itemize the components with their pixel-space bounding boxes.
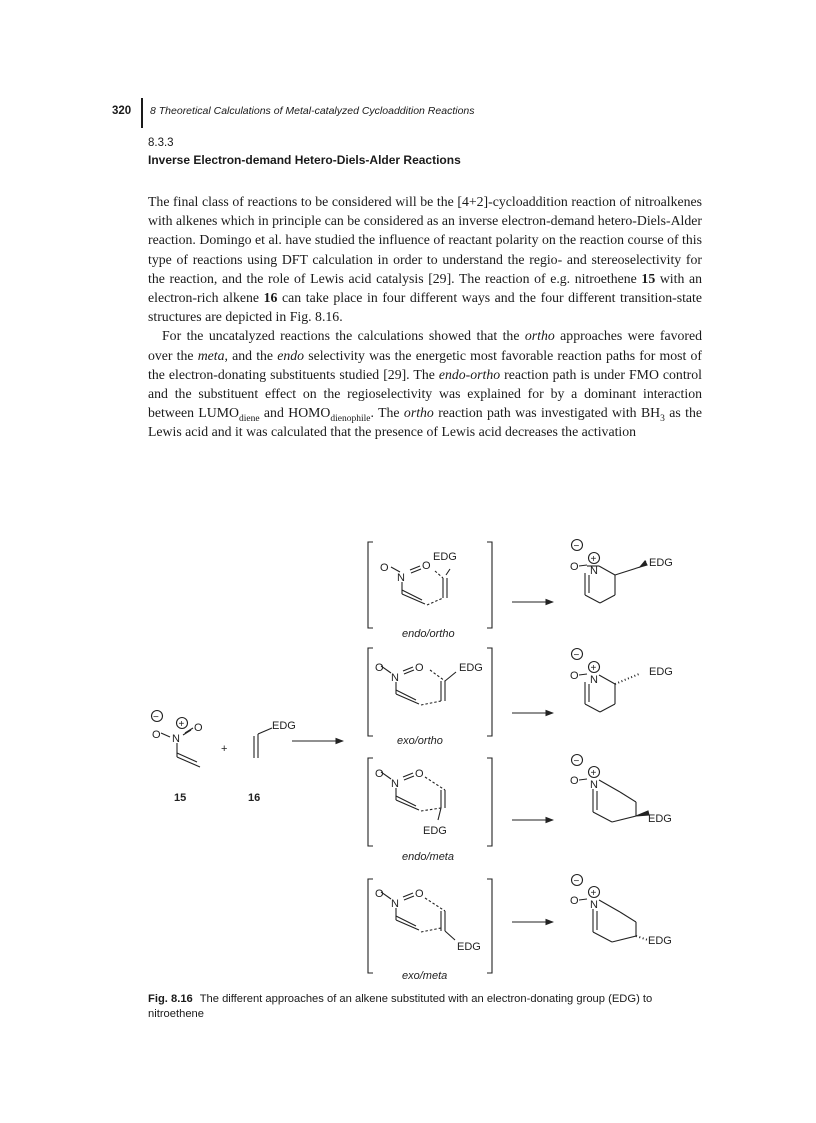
section-number: 8.3.3 bbox=[148, 137, 174, 149]
ts1-edg: EDG bbox=[433, 551, 457, 563]
svg-text:O: O bbox=[375, 768, 384, 780]
svg-text:O: O bbox=[570, 895, 579, 907]
text-run: endo-ortho bbox=[438, 366, 501, 382]
product2-edg: EDG bbox=[649, 666, 673, 678]
svg-text:O: O bbox=[570, 775, 579, 787]
svg-text:+: + bbox=[590, 663, 597, 674]
compound-label-16: 16 bbox=[248, 792, 261, 804]
svg-text:N: N bbox=[590, 779, 598, 791]
page-number: 320 bbox=[112, 105, 132, 117]
svg-text:O: O bbox=[375, 662, 384, 674]
ts-endo-ortho bbox=[368, 542, 492, 628]
alkene-structure bbox=[254, 728, 272, 758]
svg-text:−: − bbox=[573, 650, 580, 661]
plus-sign: + bbox=[221, 743, 228, 755]
svg-text:N: N bbox=[590, 674, 598, 686]
figure-caption-text: The different approaches of an alkene substituted with an electron-donating group (EDG) to nitroethene bbox=[148, 993, 653, 1020]
svg-text:O: O bbox=[570, 670, 579, 682]
reactant-o-minus: O bbox=[152, 729, 161, 741]
svg-text:N: N bbox=[391, 672, 399, 684]
header-rule bbox=[141, 98, 143, 128]
text-run: reaction path was investigated with BH bbox=[433, 405, 661, 421]
figure-label: Fig. 8.16 bbox=[148, 993, 193, 1005]
reactant-n-atom: N bbox=[172, 733, 180, 745]
svg-text:N: N bbox=[391, 898, 399, 910]
svg-text:−: − bbox=[573, 541, 580, 552]
reactant-edg: EDG bbox=[272, 720, 296, 732]
svg-text:O: O bbox=[415, 888, 424, 900]
text-run: selectivity was the energetic most favorable reaction paths for most of the electron-donating substituents studied [29]. The bbox=[148, 347, 702, 382]
text-run: can take place in four different ways and the four different transition-state structures are depicted in Fig. 8.16. bbox=[148, 290, 703, 325]
svg-text:−: − bbox=[573, 876, 580, 887]
text-run: ortho bbox=[403, 405, 434, 421]
reactant-o-atom: O bbox=[194, 722, 203, 734]
running-title: 8 Theoretical Calculations of Metal-catalyzed Cycloaddition Reactions bbox=[150, 105, 475, 117]
reaction-scheme-figure bbox=[140, 530, 700, 985]
text-run: approaches were favored over the bbox=[148, 328, 702, 363]
text-run: dienophile bbox=[330, 413, 371, 424]
product-2 bbox=[572, 649, 640, 713]
svg-text:+: + bbox=[590, 888, 597, 899]
text-run: The final class of reactions to be considered will be the [4+2]-cycloaddition reaction of nitroalkenes with alkenes which in principle can be considered as an inverse electron-demand hetero-Diels-Alder reaction. Domingo et al. have studied the influence of reactant polarity on the reaction course of this type of reactions using DFT calculation in order to understand the regio- and stereoselectivity for the reaction, and the role of Lewis acid catalysis [29]. The reaction of e.g. nitroethene bbox=[148, 194, 702, 286]
text-run: as the Lewis acid and it was calculated that the presence of Lewis acid decreases the activation bbox=[148, 405, 702, 440]
ts1-label: endo/ortho bbox=[402, 628, 455, 640]
svg-text:+: + bbox=[590, 554, 597, 565]
ts-exo-meta bbox=[368, 879, 492, 973]
product1-edg: EDG bbox=[649, 557, 673, 569]
text-run: 16 bbox=[263, 290, 278, 306]
text-run: ortho bbox=[524, 328, 555, 344]
text-run: . The bbox=[370, 405, 404, 421]
text-run: meta bbox=[197, 347, 225, 363]
text-run: , and the bbox=[224, 347, 278, 363]
text-run: For the uncatalyzed reactions the calculations showed that the bbox=[162, 328, 525, 344]
product4-edg: EDG bbox=[648, 935, 672, 947]
text-run: and HOMO bbox=[259, 405, 331, 421]
paragraph-intro bbox=[148, 192, 702, 326]
text-run: 15 bbox=[641, 270, 656, 286]
svg-text:+: + bbox=[590, 768, 597, 779]
text-run: diene bbox=[238, 413, 260, 424]
svg-text:O: O bbox=[380, 562, 389, 574]
text-run: 3 bbox=[660, 413, 665, 424]
text-run: with an electron-rich alkene bbox=[148, 270, 702, 306]
paragraph-results bbox=[148, 326, 702, 441]
ts3-edg: EDG bbox=[423, 825, 447, 837]
reactant-minus-sign: − bbox=[153, 712, 159, 723]
text-run: endo bbox=[277, 347, 305, 363]
ts3-label: endo/meta bbox=[402, 851, 454, 863]
svg-text:O: O bbox=[375, 888, 384, 900]
product3-edg: EDG bbox=[648, 813, 672, 825]
svg-text:N: N bbox=[590, 899, 598, 911]
svg-text:O: O bbox=[415, 768, 424, 780]
svg-text:−: − bbox=[573, 756, 580, 767]
svg-text:O: O bbox=[415, 662, 424, 674]
product-4 bbox=[572, 875, 649, 943]
body-text bbox=[148, 192, 702, 442]
running-header bbox=[112, 98, 712, 128]
section-title: Inverse Electron-demand Hetero-Diels-Alder Reactions bbox=[148, 153, 461, 167]
svg-text:O: O bbox=[422, 560, 431, 572]
ts4-label: exo/meta bbox=[402, 970, 448, 982]
reactant-plus-sign: + bbox=[178, 719, 185, 730]
svg-text:O: O bbox=[570, 561, 579, 573]
compound-label-15: 15 bbox=[174, 792, 187, 804]
text-run: reaction path is under FMO control and the substituent effect on the regioselectivity was explained for by a dominant interaction between LUMO bbox=[148, 366, 702, 421]
product-3 bbox=[572, 755, 650, 823]
svg-text:N: N bbox=[391, 778, 399, 790]
figure-caption bbox=[148, 992, 708, 1022]
ts4-edg: EDG bbox=[457, 941, 481, 953]
ts2-label: exo/ortho bbox=[397, 735, 443, 747]
product-1 bbox=[572, 540, 648, 604]
svg-text:N: N bbox=[590, 565, 598, 577]
svg-text:N: N bbox=[397, 572, 405, 584]
ts2-edg: EDG bbox=[459, 662, 483, 674]
